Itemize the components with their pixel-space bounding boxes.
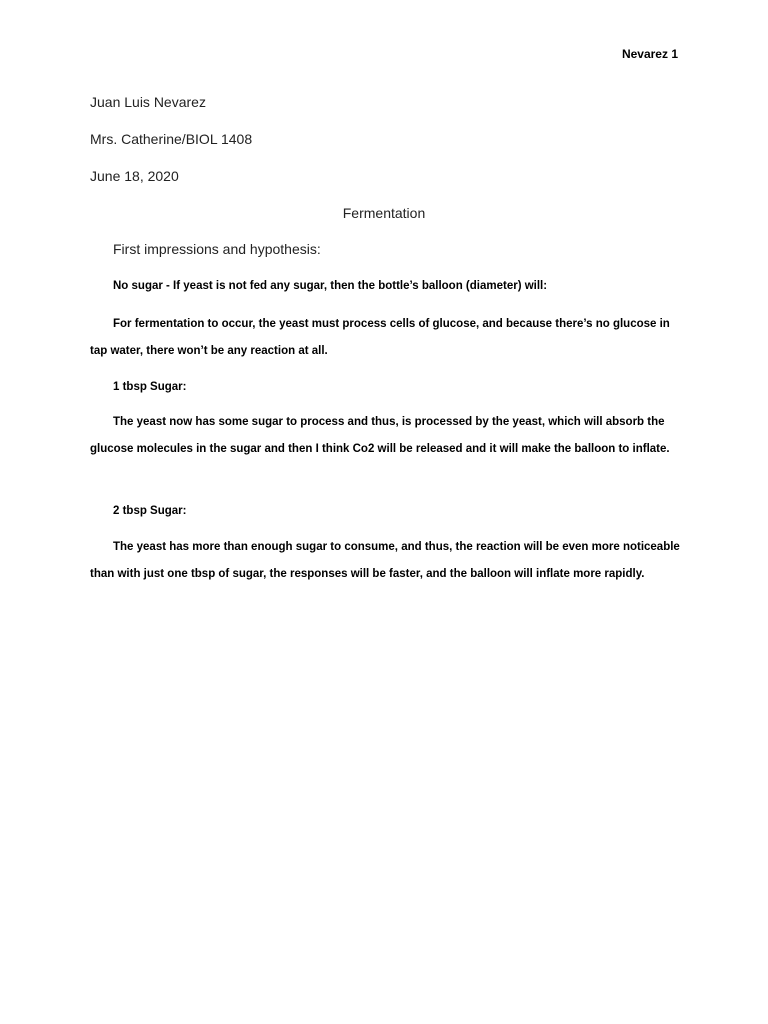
instructor-course: Mrs. Catherine/BIOL 1408 [90, 131, 253, 147]
document-date: June 18, 2020 [90, 168, 179, 184]
section-heading: First impressions and hypothesis: [113, 241, 321, 257]
two-tbsp-paragraph: The yeast has more than enough sugar to consume, and thus, the reaction will be even more noticeable than with just one tbsp of sugar, the responses will be faster, and the balloon will inflate more rapidly. [90, 541, 680, 580]
no-sugar-label: No sugar - If yeast is not fed any sugar, then the bottle’s balloon (diameter) will: [113, 280, 548, 292]
no-sugar-paragraph: For fermentation to occur, the yeast must process cells of glucose, and because there’s no glucose in tap water, there won’t be any reaction at all. [90, 318, 670, 357]
two-tbsp-label: 2 tbsp Sugar: [113, 505, 187, 517]
running-head: Nevarez 1 [621, 47, 678, 61]
one-tbsp-label: 1 tbsp Sugar: [113, 381, 187, 393]
document-title: Fermentation [342, 205, 426, 221]
author-name: Juan Luis Nevarez [90, 94, 206, 110]
one-tbsp-paragraph: The yeast now has some sugar to process and thus, is processed by the yeast, which will absorb the glucose molecules in the sugar and then I think Co2 will be released and it will make the balloon to inflate. [90, 416, 670, 455]
